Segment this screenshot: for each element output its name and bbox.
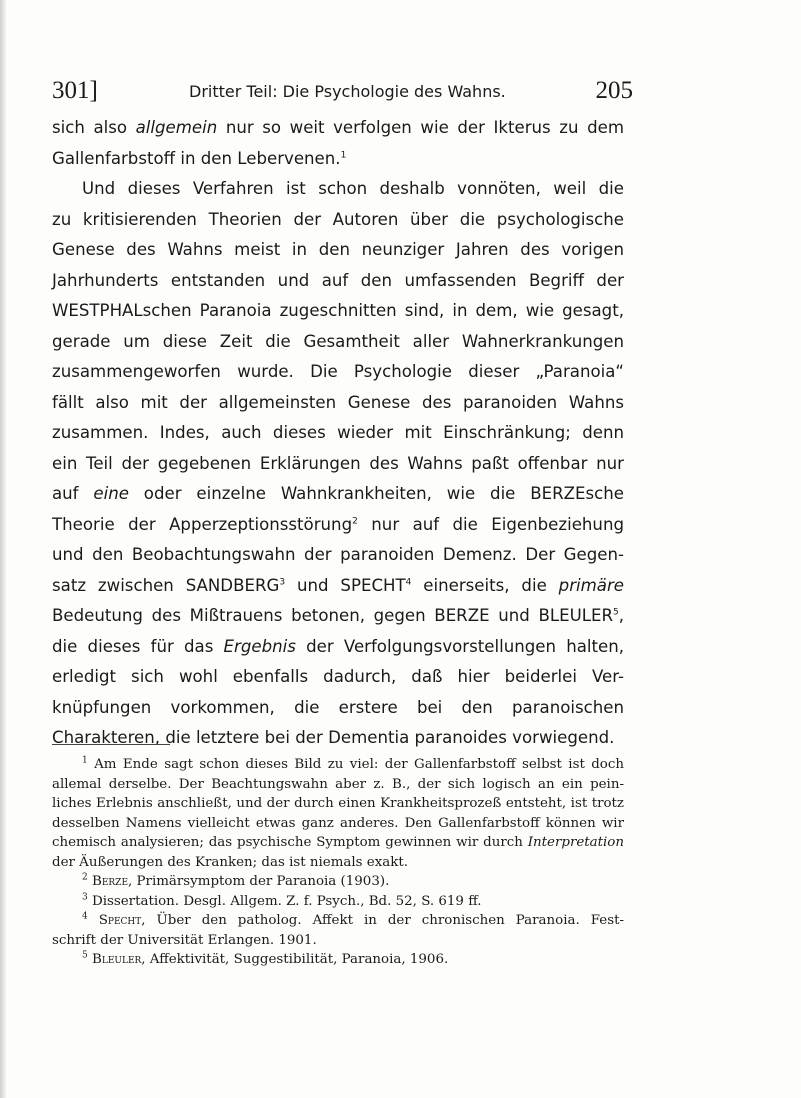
footnote-line: liches Erlebnis anschließt, und der durch einen Krankheitsprozeß entsteht, ist trotz xyxy=(52,796,624,811)
text-line: zusammen. Indes, auch dieses wieder mit Einschränkung; denn xyxy=(52,423,624,442)
footnote-rule xyxy=(52,744,170,745)
text-line: zu kritisierenden Theorien der Autoren über die psychologische xyxy=(52,209,624,229)
text-line: auf eine oder einzelne Wahnkrankheiten, wie die BERZEsche xyxy=(52,484,624,503)
footnote-ref: 2 xyxy=(352,515,358,526)
main-text xyxy=(52,113,624,754)
page-edge-shadow xyxy=(0,0,6,1098)
text-line: Und dieses Verfahren ist schon deshalb vonnöten, weil die xyxy=(82,179,624,198)
footnote-line: der Äußerungen des Kranken; das ist niemals exakt. xyxy=(52,854,409,870)
text-line: Gallenfarbstoff in den Lebervenen.$^1$ xyxy=(52,148,347,168)
footnote-ref: 5 xyxy=(612,607,619,618)
footnote-line: allemal derselbe. Der Beachtungswahn aber z. B., der sich logisch an ein pein- xyxy=(52,776,624,792)
page-number: 205 xyxy=(595,77,633,104)
footnote-line: $^4$ Specht, Über den patholog. Affekt in der chronischen Paranoia. Fest- xyxy=(82,911,624,928)
text-line: fällt also mit der allgemeinsten Genese des paranoiden Wahns xyxy=(52,392,624,412)
running-head xyxy=(52,76,633,106)
footnote-line: schrift der Universität Erlangen. 1901. xyxy=(52,932,317,948)
footnote-ref: 3 xyxy=(279,576,286,587)
text-line: Genese des Wahns meist in den neunziger Jahren des vorigen xyxy=(52,240,624,259)
text-line: Jahrhunderts entstanden und auf den umfassenden Begriff der xyxy=(52,270,624,290)
running-title: Dritter Teil: Die Psychologie des Wahns. xyxy=(189,82,506,101)
footnote-line: $^2$ Berze, Primärsymptom der Paranoia (1903). xyxy=(82,872,390,889)
footnote-line: $^1$ Am Ende sagt schon dieses Bild zu viel: der Gallenfarbstoff selbst ist doch xyxy=(82,755,624,772)
text-line: sich also allgemein nur so weit verfolgen wie der Ikterus zu dem xyxy=(52,118,624,137)
text-line: Charakteren, die letztere bei der Dementia paranoides vorwiegend. xyxy=(52,728,615,747)
text-line: zusammengeworfen wurde. Die Psychologie dieser „Paranoia“ xyxy=(52,362,624,381)
text-line: die dieses für das Ergebnis der Verfolgungsvorstellungen halten, xyxy=(52,636,624,656)
footnote-line: $^3$ Dissertation. Desgl. Allgem. Z. f. Psych., Bd. 52, S. 619 ff. xyxy=(82,892,482,909)
text-line: Theorie der Apperzeptionsstörung$^2$ nur auf die Eigenbeziehung xyxy=(52,514,625,534)
footnote-ref: 4 xyxy=(405,576,412,587)
text-line: und den Beobachtungswahn der paranoiden Demenz. Der Gegen- xyxy=(52,545,624,564)
footnotes xyxy=(52,755,624,970)
text-line: erledigt sich wohl ebenfalls dadurch, daß hier beiderlei Ver- xyxy=(52,667,624,686)
footnote-line: chemisch analysieren; das psychische Symptom gewinnen wir durch Interpretation xyxy=(52,835,624,850)
text-line: Bedeutung des Mißtrauens betonen, gegen BERZE und BLEULER$^5$, xyxy=(52,606,624,625)
footnote-ref: 1 xyxy=(340,149,347,160)
text-line: knüpfungen vorkommen, die erstere bei den paranoischen xyxy=(52,697,624,717)
text-line: satz zwischen SANDBERG$^3$ und SPECHT$^4$ einerseits, die primäre xyxy=(52,575,625,595)
page-section-number: 301] xyxy=(52,77,98,104)
text-line: gerade um diese Zeit die Gesamtheit aller Wahnerkrankungen xyxy=(52,331,624,351)
footnote-line: desselben Namens vielleicht etwas ganz anderes. Den Gallenfarbstoff können wir xyxy=(52,815,624,831)
footnote-line: $^5$ Bleuler, Affektivität, Suggestibilität, Paranoia, 1906. xyxy=(82,950,449,967)
text-line: WESTPHALschen Paranoia zugeschnitten sind, in dem, wie gesagt, xyxy=(52,301,624,320)
text-line: ein Teil der gegebenen Erklärungen des Wahns paßt offenbar nur xyxy=(52,453,624,473)
